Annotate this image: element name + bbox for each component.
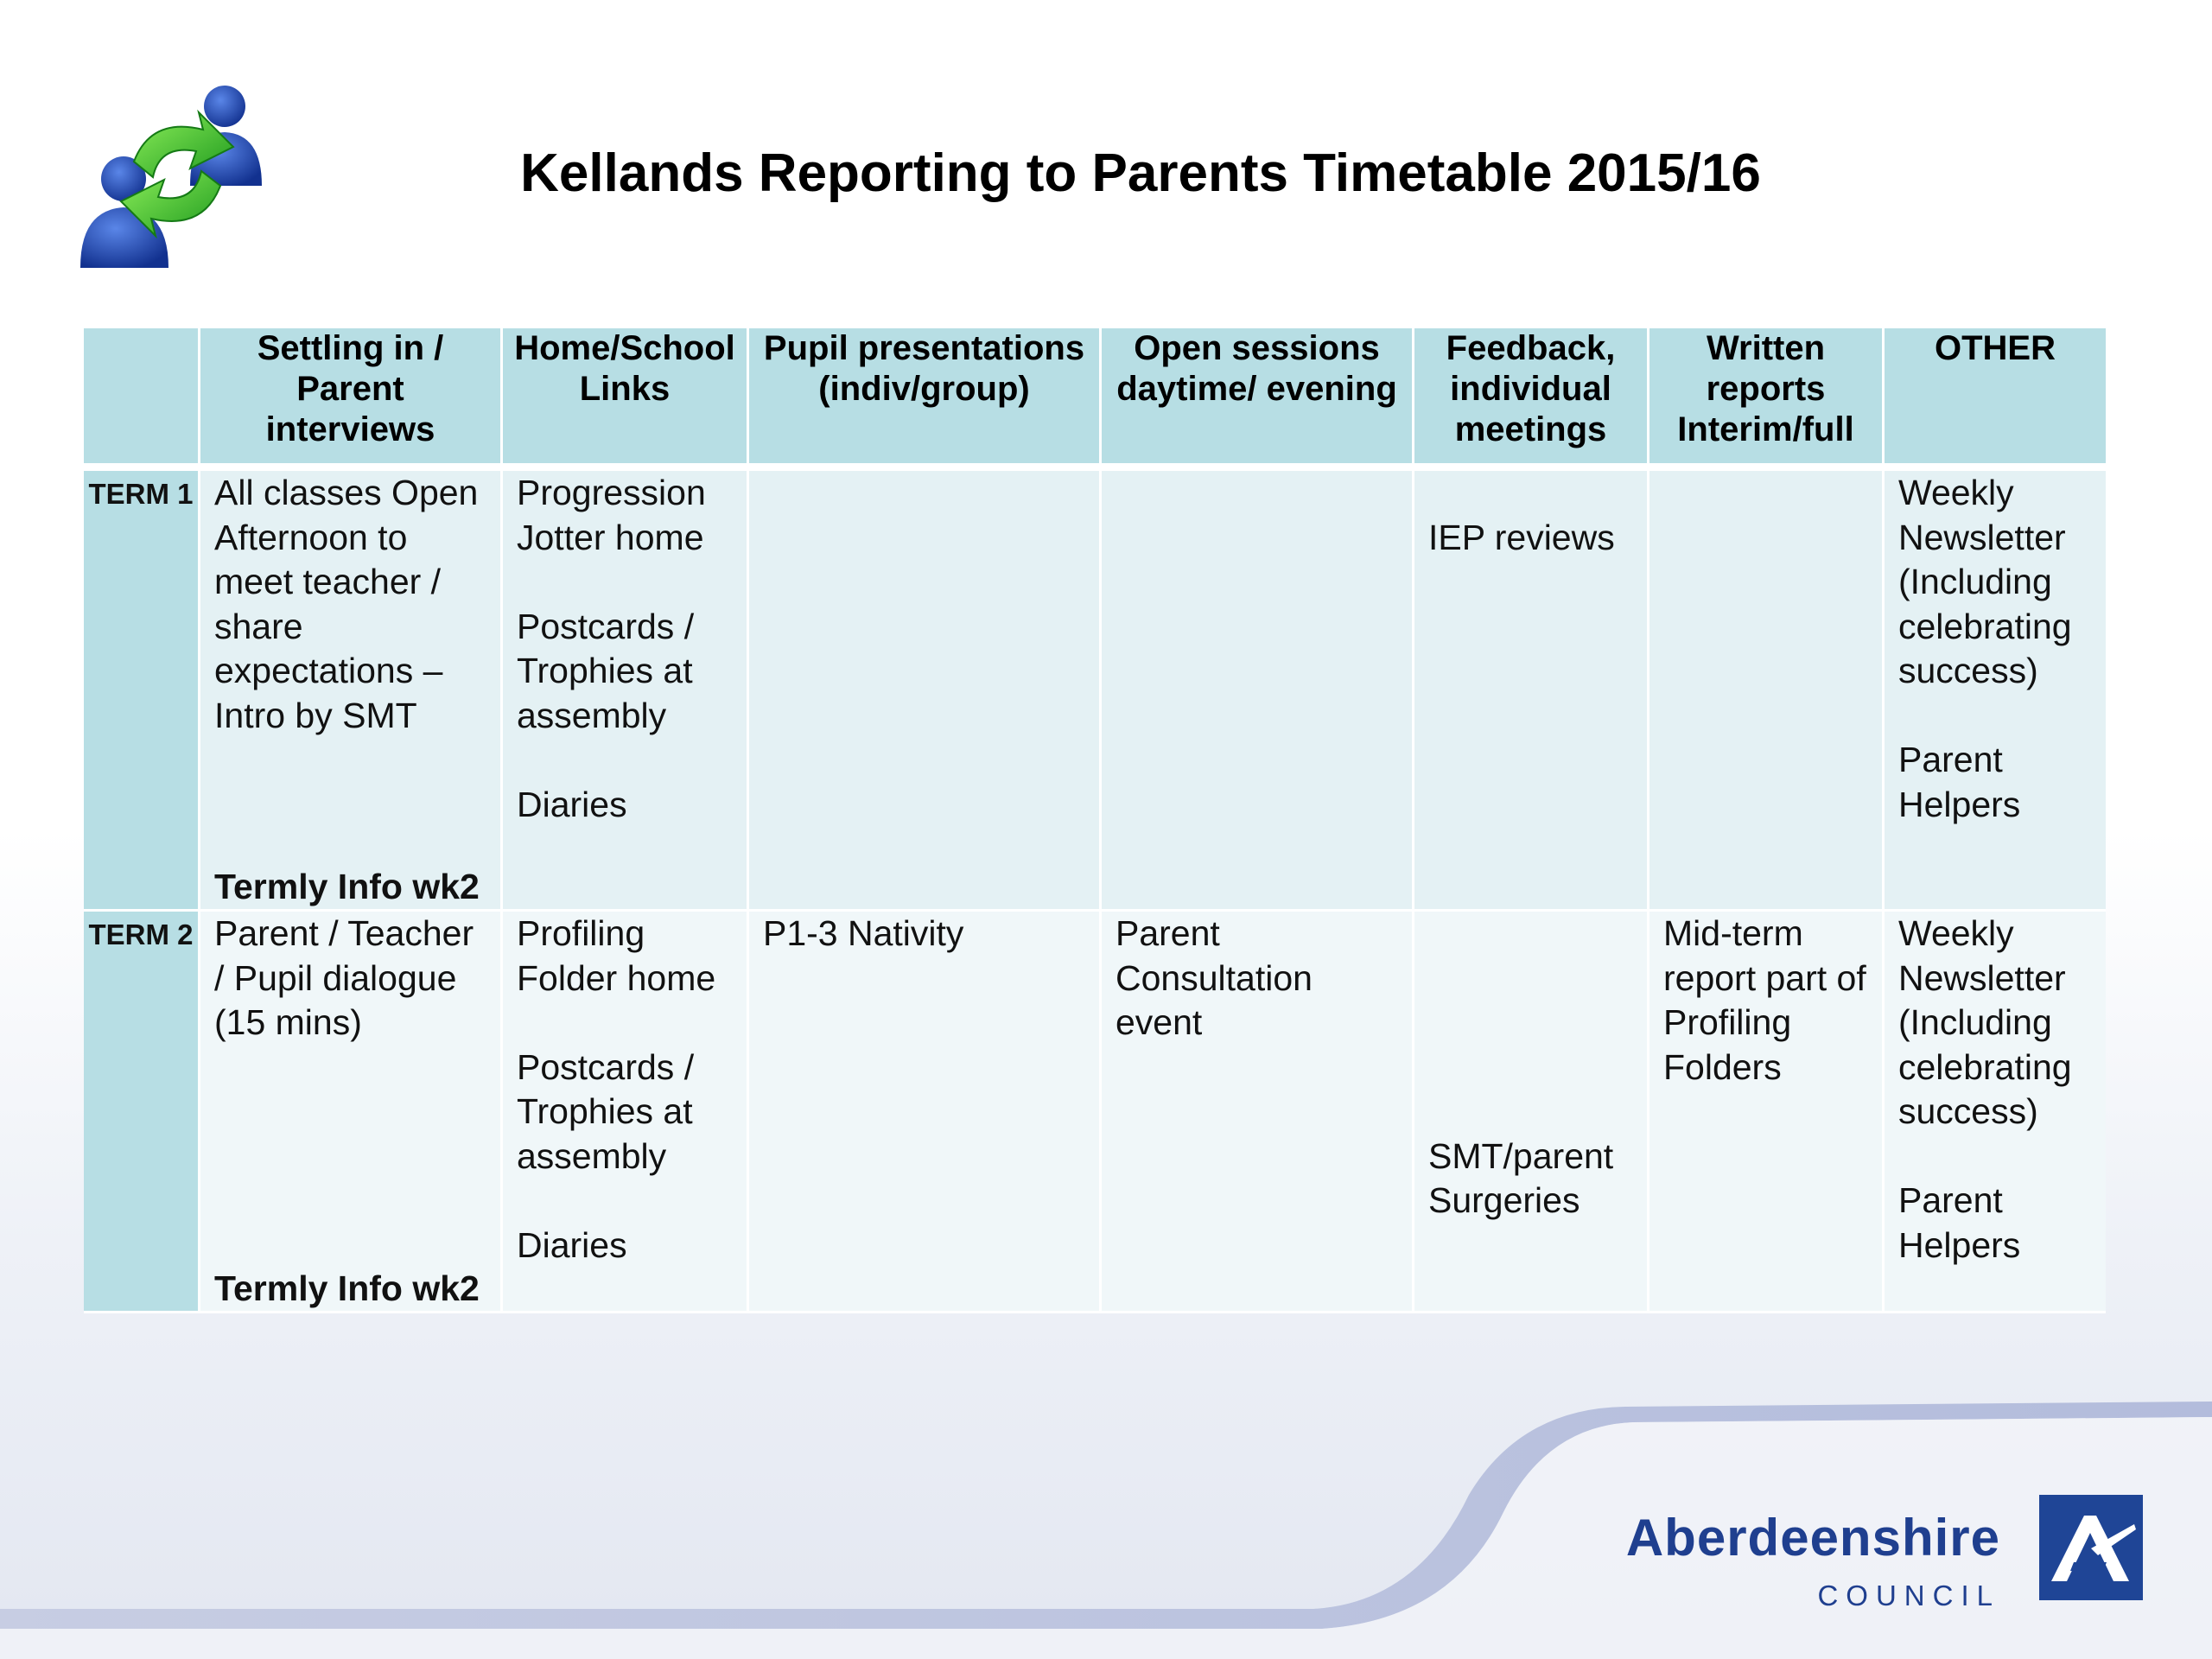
page-title: Kellands Reporting to Parents Timetable 2015/16 (520, 143, 1761, 203)
settling-text: All classes Open Afternoon to meet teacher / share expectations – Intro by SMT (214, 473, 479, 735)
header-term (84, 328, 200, 471)
header-row (84, 328, 2106, 471)
aberdeenshire-logo (1624, 1495, 2143, 1624)
other-item: Parent Helpers (1898, 1180, 2021, 1265)
term-label (84, 471, 200, 912)
cell-feedback (1414, 471, 1649, 912)
other-item: Weekly Newsletter (Including celebrating success) (1898, 473, 2072, 690)
home-link-item: Postcards / Trophies at assembly (517, 1046, 695, 1176)
feedback-text: SMT/parent Surgeries (1428, 1135, 1614, 1220)
header-home-links: Home/School Links (503, 328, 749, 471)
other-item: Weekly Newsletter (Including celebrating success) (1898, 913, 2072, 1131)
cell-other (1885, 471, 2106, 912)
aberdeenshire-a-icon (2039, 1495, 2143, 1600)
cell-open-sessions: Parent Consultation event (1102, 912, 1414, 1313)
home-link-item: Diaries (517, 1224, 627, 1265)
home-link-item: Profiling Folder home (517, 913, 716, 998)
term-text: TERM 2 (88, 918, 194, 950)
table-row (84, 912, 2106, 1313)
term-label (84, 912, 200, 1313)
table-row (84, 471, 2106, 912)
header-feedback: Feedback, individual meetings (1414, 328, 1649, 471)
cell-settling (200, 912, 503, 1313)
header-open-sessions: Open sessions daytime/ evening (1102, 328, 1414, 471)
header-written: Written reports Interim/full (1649, 328, 1885, 471)
cell-home-links (503, 912, 749, 1313)
cell-open-sessions (1102, 471, 1414, 912)
header-other: OTHER (1885, 328, 2106, 471)
cell-written: Mid-term report part of Profiling Folders (1649, 912, 1885, 1313)
header-presentations: Pupil presentations (indiv/group) (749, 328, 1102, 471)
term-text: TERM 1 (88, 478, 194, 510)
cell-settling (200, 471, 503, 912)
cell-feedback (1414, 912, 1649, 1313)
feedback-text: IEP reviews (1428, 517, 1615, 557)
cell-presentations (749, 471, 1102, 912)
home-link-item: Postcards / Trophies at assembly (517, 606, 695, 735)
cell-other (1885, 912, 2106, 1313)
termly-info: Termly Info wk2 (214, 1268, 480, 1308)
brand-name: Aberdeenshire (1625, 1509, 2000, 1567)
settling-text: Parent / Teacher / Pupil dialogue (15 mins) (214, 913, 474, 1042)
brand-sub: COUNCIL (1817, 1580, 2000, 1611)
home-link-item: Diaries (517, 784, 627, 824)
cell-written (1649, 471, 1885, 912)
header-settling: Settling in / Parent interviews (200, 328, 503, 471)
termly-info: Termly Info wk2 (214, 866, 480, 906)
people-exchange-icon (73, 82, 281, 276)
home-link-item: Progression Jotter home (517, 473, 706, 557)
timetable (84, 328, 2106, 1313)
cell-presentations: P1-3 Nativity (749, 912, 1102, 1313)
other-item: Parent Helpers (1898, 740, 2021, 824)
cell-home-links (503, 471, 749, 912)
